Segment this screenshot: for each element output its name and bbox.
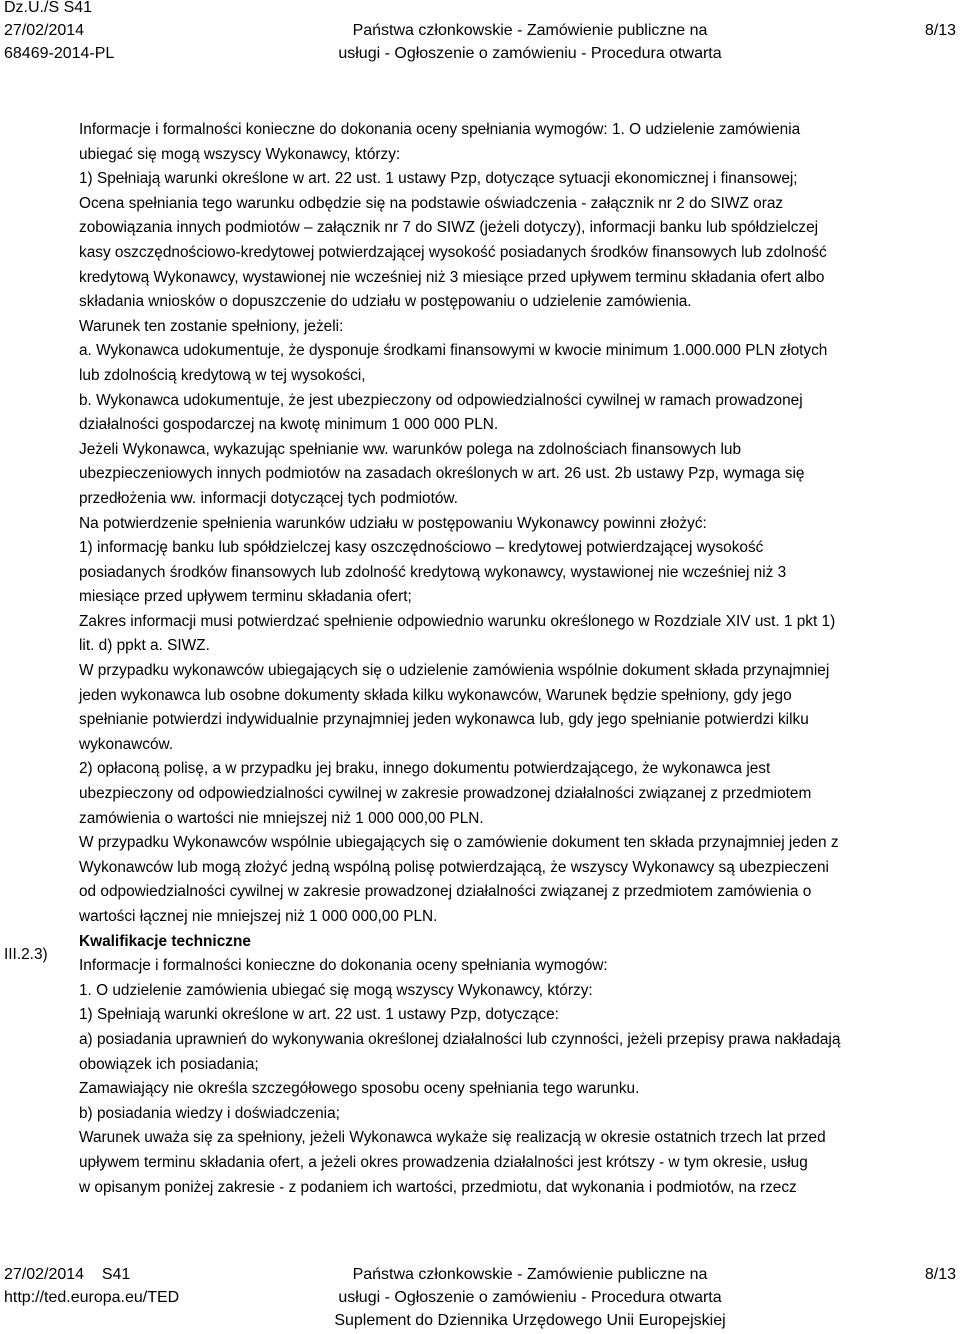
footer-url: http://ted.europa.eu/TED xyxy=(4,1289,180,1306)
text-line: wartości łącznej nie mniejszej niż 1 000 000,00 PLN. xyxy=(79,908,438,925)
section-line: 1) Spełniają warunki określone w art. 22 ust. 1 ustawy Pzp, dotyczące: xyxy=(79,1006,559,1024)
section-number: III.2.3) xyxy=(4,946,48,963)
header-title-line2: usługi - Ogłoszenie o zamówieniu - Procedura otwarta xyxy=(338,45,722,62)
section-line: a) posiadania uprawnień do wykonywania określonej działalności lub czynności, jeżeli przepisy prawa nakładają xyxy=(79,1030,841,1048)
text-line: ubiegać się mogą wszyscy Wykonawcy, którzy: xyxy=(79,145,401,163)
footer-page-number: 8/13 xyxy=(924,1266,956,1283)
footer-title xyxy=(0,1263,960,1332)
footer-title-line3: Suplement do Dziennika Urzędowego Unii Europejskiej xyxy=(334,1312,726,1329)
text-line: posiadanych środków finansowych lub zdolność kredytową wykonawcy, wystawionej nie wcześniej niż 3 xyxy=(79,563,787,581)
text-line: Wykonawców lub mogą złożyć jedną wspólną polisę potwierdzającą, że wszyscy Wykonawcy są ubezpieczeni xyxy=(79,858,829,876)
footer-title-line1: Państwa członkowskie - Zamówienie publiczne na xyxy=(352,1266,708,1283)
section-line: Zamawiający nie określa szczegółowego sposobu oceny spełniania tego warunku. xyxy=(79,1080,640,1098)
footer-date-series: 27/02/2014 S41 xyxy=(4,1266,131,1283)
main-text xyxy=(79,118,959,1200)
text-line: miesiące przed upływem terminu składania ofert; xyxy=(79,588,412,606)
text-line: zobowiązania innych podmiotów – załącznik nr 7 do SIWZ (jeżeli dotyczy), informacji banku lub spółdzielczej xyxy=(79,219,819,237)
text-line: ubezpieczeniowych innych podmiotów na zasadach określonych w art. 26 ust. 2b ustawy Pzp, wymaga się xyxy=(79,465,805,483)
section-line: obowiązek ich posiadania; xyxy=(79,1055,259,1073)
footer-title-line2: usługi - Ogłoszenie o zamówieniu - Procedura otwarta xyxy=(338,1289,722,1306)
text-line: Warunek ten zostanie spełniony, jeżeli: xyxy=(79,317,344,335)
header-title xyxy=(0,19,960,65)
text-line: lit. d) ppkt a. SIWZ. xyxy=(79,637,210,655)
text-line: kredytową Wykonawcy, wystawionej nie wcześniej niż 3 miesiące przed upływem terminu składania ofert albo xyxy=(79,268,825,286)
header-page-number: 8/13 xyxy=(924,22,956,39)
text-line: lub zdolnością kredytową w tej wysokości, xyxy=(79,366,366,384)
text-line: spełnianie potwierdzi indywidualnie przynajmniej jeden wykonawca lub, gdy jego spełnianie potwierdzi kilku xyxy=(79,711,809,729)
header-title-line1: Państwa członkowskie - Zamówienie publiczne na xyxy=(352,22,708,39)
text-line: Zakres informacji musi potwierdzać spełnienie odpowiednio warunku określonego w Rozdziale XIV ust. 1 pkt 1) xyxy=(79,612,836,630)
text-line: Ocena spełniania tego warunku odbędzie się na podstawie oświadczenia - załącznik nr 2 do SIWZ oraz xyxy=(79,194,784,212)
text-line: W przypadku wykonawców ubiegających się o udzielenie zamówienia wspólnie dokument składa przynajmniej xyxy=(79,662,830,680)
text-line: przedłożenia ww. informacji dotyczącej tych podmiotów. xyxy=(79,489,458,507)
text-line: a. Wykonawca udokumentuje, że dysponuje środkami finansowymi w kwocie minimum 1.000.000 PLN złotych xyxy=(79,342,828,360)
section-line: Informacje i formalności konieczne do dokonania oceny spełniania wymogów: xyxy=(79,957,608,975)
text-line: ubezpieczony od odpowiedzialności cywilnej w zakresie prowadzonej działalności związanej z przedmiotem xyxy=(79,785,812,803)
text-line: 1) informację banku lub spółdzielczej kasy oszczędnościowo – kredytowej potwierdzającej wysokość xyxy=(79,539,764,557)
text-line: zamówienia o wartości nie mniejszej niż 1 000 000,00 PLN. xyxy=(79,809,484,827)
section-line: w opisanym poniżej zakresie - z podaniem ich wartości, przedmiotu, dat wykonania i podmiotów, na rzecz xyxy=(79,1178,797,1196)
text-line: wykonawców. xyxy=(79,735,174,753)
section-heading: Kwalifikacje techniczne xyxy=(79,932,251,950)
text-line: W przypadku Wykonawców wspólnie ubiegających się o zamówienie dokument ten składa przynajmniej jeden z xyxy=(79,834,839,852)
text-line: b. Wykonawca udokumentuje, że jest ubezpieczony od odpowiedzialności cywilnej w ramach prowadzonej xyxy=(79,391,803,409)
text-line: kasy oszczędnościowo-kredytowej potwierdzającej wysokość posiadanych środków finansowych lub zdolność xyxy=(79,243,827,261)
text-line: 1) Spełniają warunki określone w art. 22 ust. 1 ustawy Pzp, dotyczące sytuacji ekonomicznej i finansowej; xyxy=(79,170,798,188)
text-line: 2) opłaconą polisę, a w przypadku jej braku, innego dokumentu potwierdzającego, że wykonawca jest xyxy=(79,760,771,778)
text-line: działalności gospodarczej na kwotę minimum 1 000 000 PLN. xyxy=(79,416,499,434)
header-doc-number: 68469-2014-PL xyxy=(4,45,115,62)
text-line: jeden wykonawca lub osobne dokumenty składa kilku wykonawców, Warunek będzie spełniony, gdy jego xyxy=(79,686,792,704)
text-line: od odpowiedzialności cywilnej w zakresie prowadzonej działalności związanej z przedmiotem zamówienia o xyxy=(79,883,812,901)
header-date: 27/02/2014 xyxy=(4,22,85,39)
header-doc-id: Dz.U./S S41 xyxy=(4,0,93,16)
text-line: Na potwierdzenie spełnienia warunków udziału w postępowaniu Wykonawcy powinni złożyć: xyxy=(79,514,707,532)
text-line: składania wniosków o dopuszczenie do udziału w postępowaniu o udzielenie zamówienia. xyxy=(79,293,692,311)
text-line: Jeżeli Wykonawca, wykazując spełnianie ww. warunków polega na zdolnościach finansowych lub xyxy=(79,440,742,458)
section-line: 1. O udzielenie zamówienia ubiegać się mogą wszyscy Wykonawcy, którzy: xyxy=(79,981,593,999)
section-line: Warunek uważa się za spełniony, jeżeli Wykonawca wykaże się realizacją w okresie ostatnich trzech lat przed xyxy=(79,1129,826,1147)
section-line: upływem terminu składania ofert, a jeżeli okres prowadzenia działalności jest krótszy - w tym okresie, usług xyxy=(79,1153,808,1171)
text-line: Informacje i formalności konieczne do dokonania oceny spełniania wymogów: 1. O udzielenie zamówienia xyxy=(79,121,801,138)
section-line: b) posiadania wiedzy i doświadczenia; xyxy=(79,1104,340,1122)
